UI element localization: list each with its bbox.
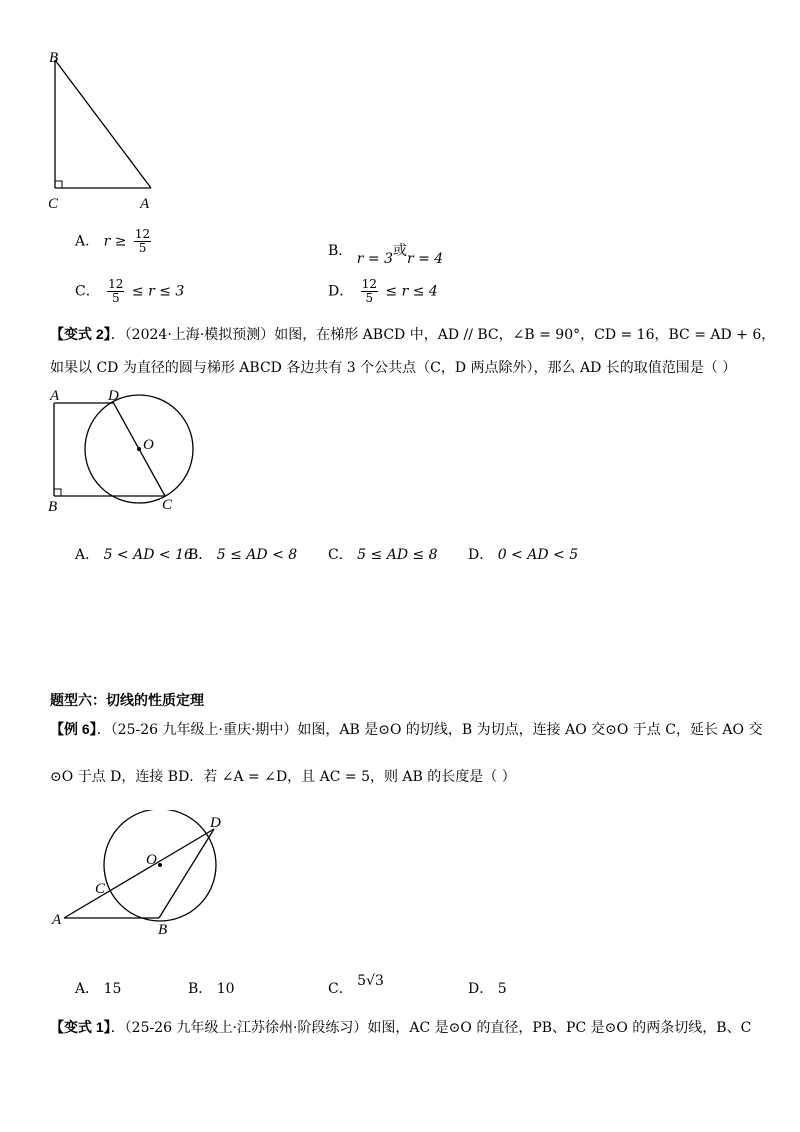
vertex-b-label: B: [49, 50, 59, 66]
fraction: $\frac{12}{5}$: [134, 227, 151, 255]
option-b: B． r = 3或r = 4: [328, 243, 444, 267]
label-b: B: [158, 922, 168, 938]
example6-option-a: A． 15: [75, 981, 122, 997]
example6-line1: 【例 6】．（25-26 九年级上·重庆·期中）如图，AB 是⊙O 的切线，B 为切点，连接 AO 交⊙O 于点 C，延长 AO 交: [50, 721, 763, 738]
variant2-option-c: C． 5 ≤ AD ≤ 8: [328, 547, 438, 563]
section-title: 题型六：切线的性质定理: [50, 692, 204, 708]
figure-right-triangle: [40, 44, 170, 214]
variant2-option-a: A． 5 < AD < 16: [75, 547, 193, 563]
vertex-a-label: A: [140, 196, 150, 212]
example6-option-b: B． 10: [188, 981, 235, 997]
variant2-tag: 【变式 2】: [50, 326, 111, 342]
label-a: A: [50, 388, 60, 404]
figure-trapezoid-circle: [40, 385, 210, 515]
variant2-line1: 【变式 2】．（2024·上海·模拟预测）如图，在梯形 ABCD 中，AD // BC，∠B = 90°，CD = 16，BC = AD + 6，: [50, 326, 776, 343]
label-d: D: [108, 388, 119, 404]
variant2-line2: 如果以 CD 为直径的圆与梯形 ABCD 各边共有 3 个公共点（C，D 两点除外），那么 AD 长的取值范围是（ ）: [50, 360, 737, 376]
fraction: $\frac{12}{5}$: [108, 277, 124, 305]
label-o: O: [146, 852, 157, 868]
label-o: O: [143, 437, 154, 453]
option-c: C． $\frac{12}{5}$ ≤ r ≤ 3: [75, 277, 185, 305]
variant2-option-b: B． 5 ≤ AD < 8: [188, 547, 298, 563]
example6-tag: 【例 6】: [50, 721, 97, 737]
example6-option-c: C． 5√3: [328, 973, 384, 997]
fraction: $\frac{12}{5}$: [361, 277, 377, 305]
label-c: C: [95, 881, 106, 897]
option-a: A． r ≥ $\frac{12}{5}$: [75, 227, 151, 255]
label-c: C: [162, 497, 173, 513]
example6-line2: ⊙O 于点 D，连接 BD．若 ∠A = ∠D，且 AC = 5，则 AB 的长度是（ ）: [50, 769, 516, 785]
label-a: A: [52, 912, 62, 928]
option-d: D． $\frac{12}{5}$ ≤ r ≤ 4: [328, 277, 438, 305]
example6-option-d: D． 5: [468, 981, 507, 997]
figure-tangent-circle: [50, 810, 230, 940]
variant1-tag: 【变式 1】: [50, 1019, 111, 1035]
vertex-c-label: C: [48, 196, 59, 212]
label-d: D: [210, 815, 221, 831]
label-b: B: [48, 499, 58, 515]
variant2-option-d: D． 0 < AD < 5: [468, 547, 579, 563]
variant1-line1: 【变式 1】．（25-26 九年级上·江苏徐州·阶段练习）如图，AC 是⊙O 的直径，PB、PC 是⊙O 的两条切线，B、C: [50, 1019, 752, 1036]
